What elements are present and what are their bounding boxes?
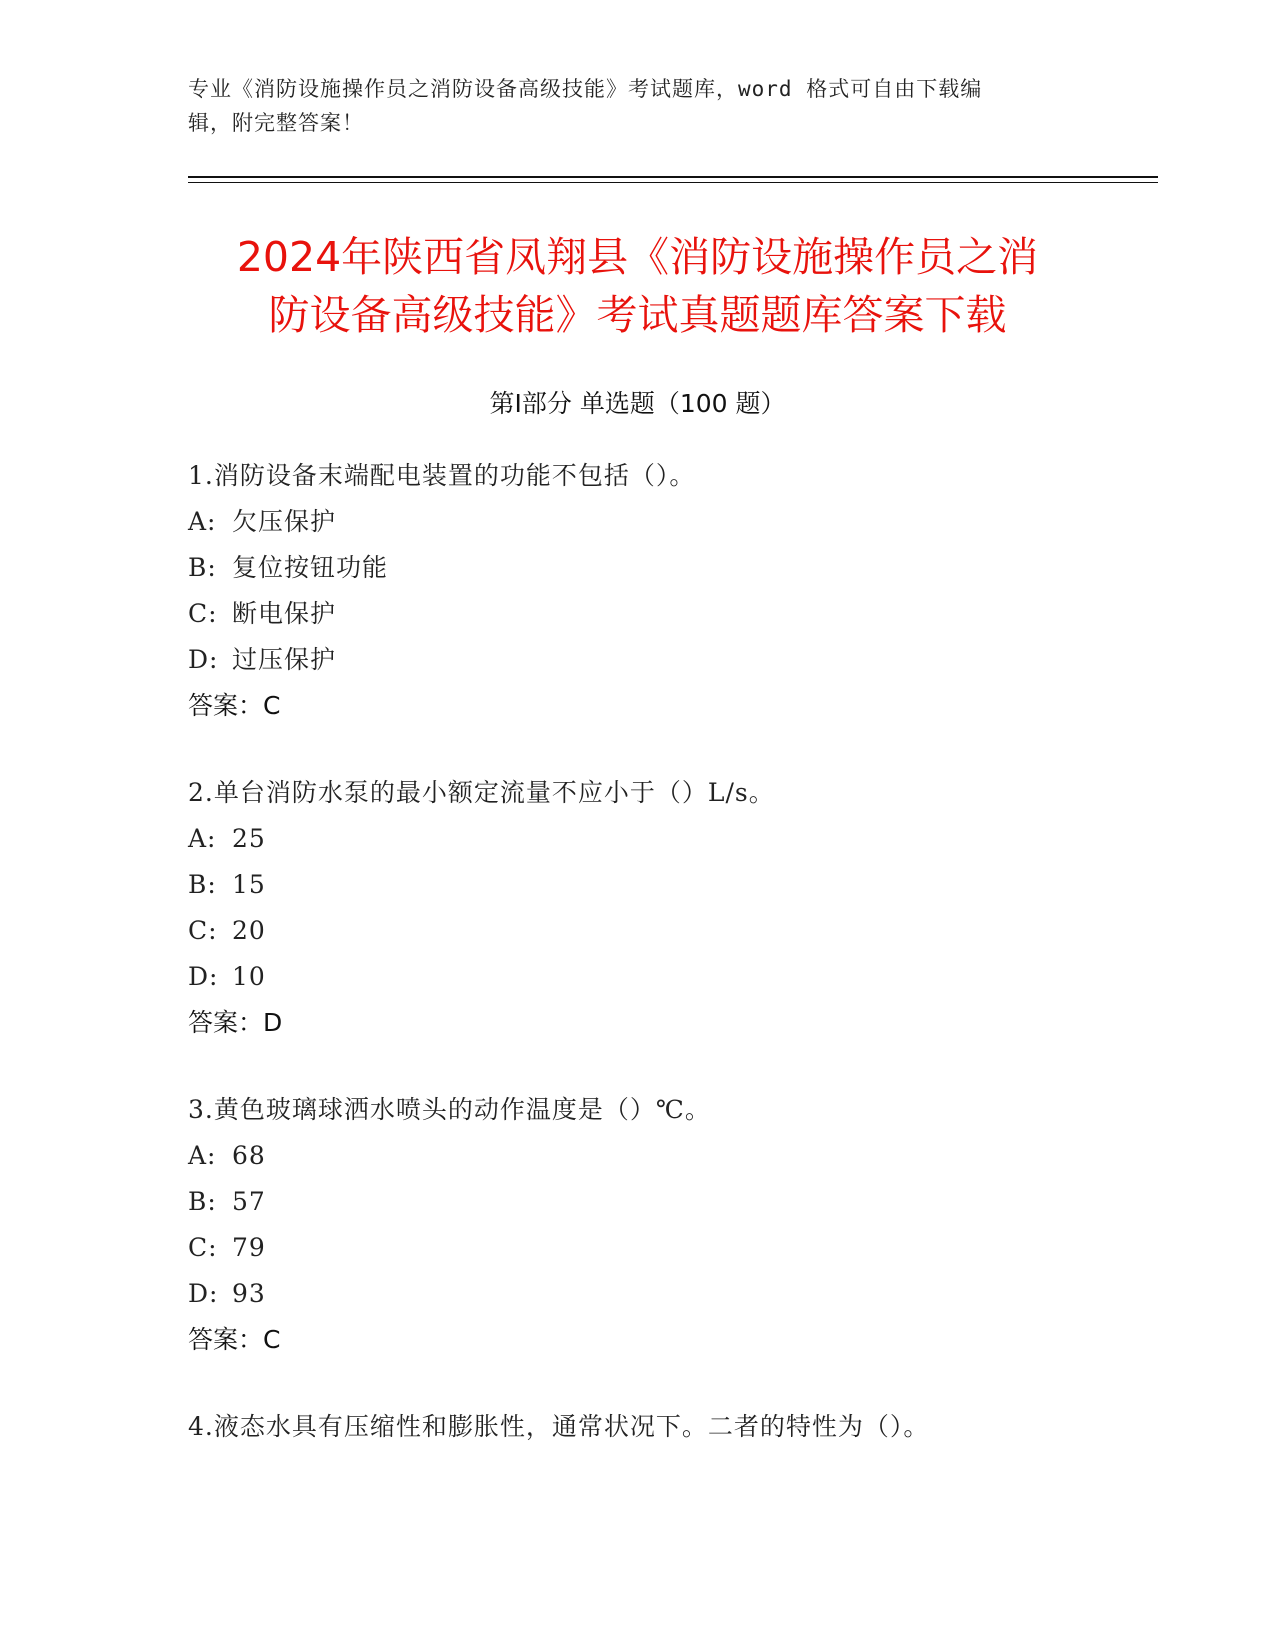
option-key: A:: [188, 1141, 217, 1170]
option-key: D:: [188, 1279, 219, 1308]
option-text: 断电保护: [232, 599, 337, 628]
header-note-line1: 专业《消防设施操作员之消防设备高级技能》考试题库，word 格式可自由下载编: [188, 77, 983, 101]
option-key: D:: [188, 645, 219, 674]
option-c: [188, 1225, 1188, 1271]
question-2: [188, 770, 1188, 1046]
document-title-line1: 2024年陕西省凤翔县《消防设施操作员之消: [236, 233, 1039, 281]
option-key: C:: [188, 916, 218, 945]
header-note-line2: 辑，附完整答案！: [188, 111, 364, 135]
question-stem: 2.单台消防水泵的最小额定流量不应小于（）L/s。: [188, 778, 775, 807]
option-text: 20: [232, 916, 266, 945]
option-d: [188, 954, 1188, 1000]
header-note: [188, 72, 1088, 140]
answer: 答案：C: [188, 691, 281, 720]
section-title: 第Ⅰ部分 单选题（100 题）: [489, 389, 786, 418]
option-a: [188, 816, 1188, 862]
question-stem: 3.黄色玻璃球洒水喷头的动作温度是（）℃。: [188, 1095, 711, 1124]
option-text: 欠压保护: [232, 507, 337, 536]
option-text: 15: [232, 870, 266, 899]
header-divider-thick: [188, 176, 1158, 178]
question-4: [188, 1404, 1188, 1450]
option-a: [188, 499, 1188, 545]
answer: 答案：C: [188, 1325, 281, 1354]
option-text: 复位按钮功能: [232, 553, 389, 582]
option-key: B:: [188, 1187, 217, 1216]
option-text: 93: [232, 1279, 266, 1308]
option-key: A:: [188, 824, 217, 853]
option-key: D:: [188, 962, 219, 991]
option-b: [188, 1179, 1188, 1225]
option-key: B:: [188, 870, 217, 899]
option-d: [188, 637, 1188, 683]
option-c: [188, 908, 1188, 954]
option-b: [188, 545, 1188, 591]
option-key: A:: [188, 507, 217, 536]
question-3: [188, 1087, 1188, 1363]
document-title: [150, 228, 1125, 344]
option-a: [188, 1133, 1188, 1179]
option-b: [188, 862, 1188, 908]
question-stem: 4.液态水具有压缩性和膨胀性，通常状况下。二者的特性为（）。: [188, 1412, 930, 1441]
document-title-line2: 防设备高级技能》考试真题题库答案下载: [268, 291, 1007, 339]
option-d: [188, 1271, 1188, 1317]
option-key: C:: [188, 599, 218, 628]
answer: 答案：D: [188, 1008, 283, 1037]
option-key: C:: [188, 1233, 218, 1262]
question-stem: 1.消防设备末端配电装置的功能不包括（）。: [188, 461, 696, 490]
option-text: 25: [232, 824, 266, 853]
option-text: 10: [232, 962, 266, 991]
option-c: [188, 591, 1188, 637]
header-divider-thin: [188, 182, 1158, 183]
option-text: 过压保护: [232, 645, 337, 674]
option-text: 68: [232, 1141, 266, 1170]
option-text: 79: [232, 1233, 266, 1262]
question-1: [188, 453, 1188, 729]
option-text: 57: [232, 1187, 266, 1216]
option-key: B:: [188, 553, 217, 582]
